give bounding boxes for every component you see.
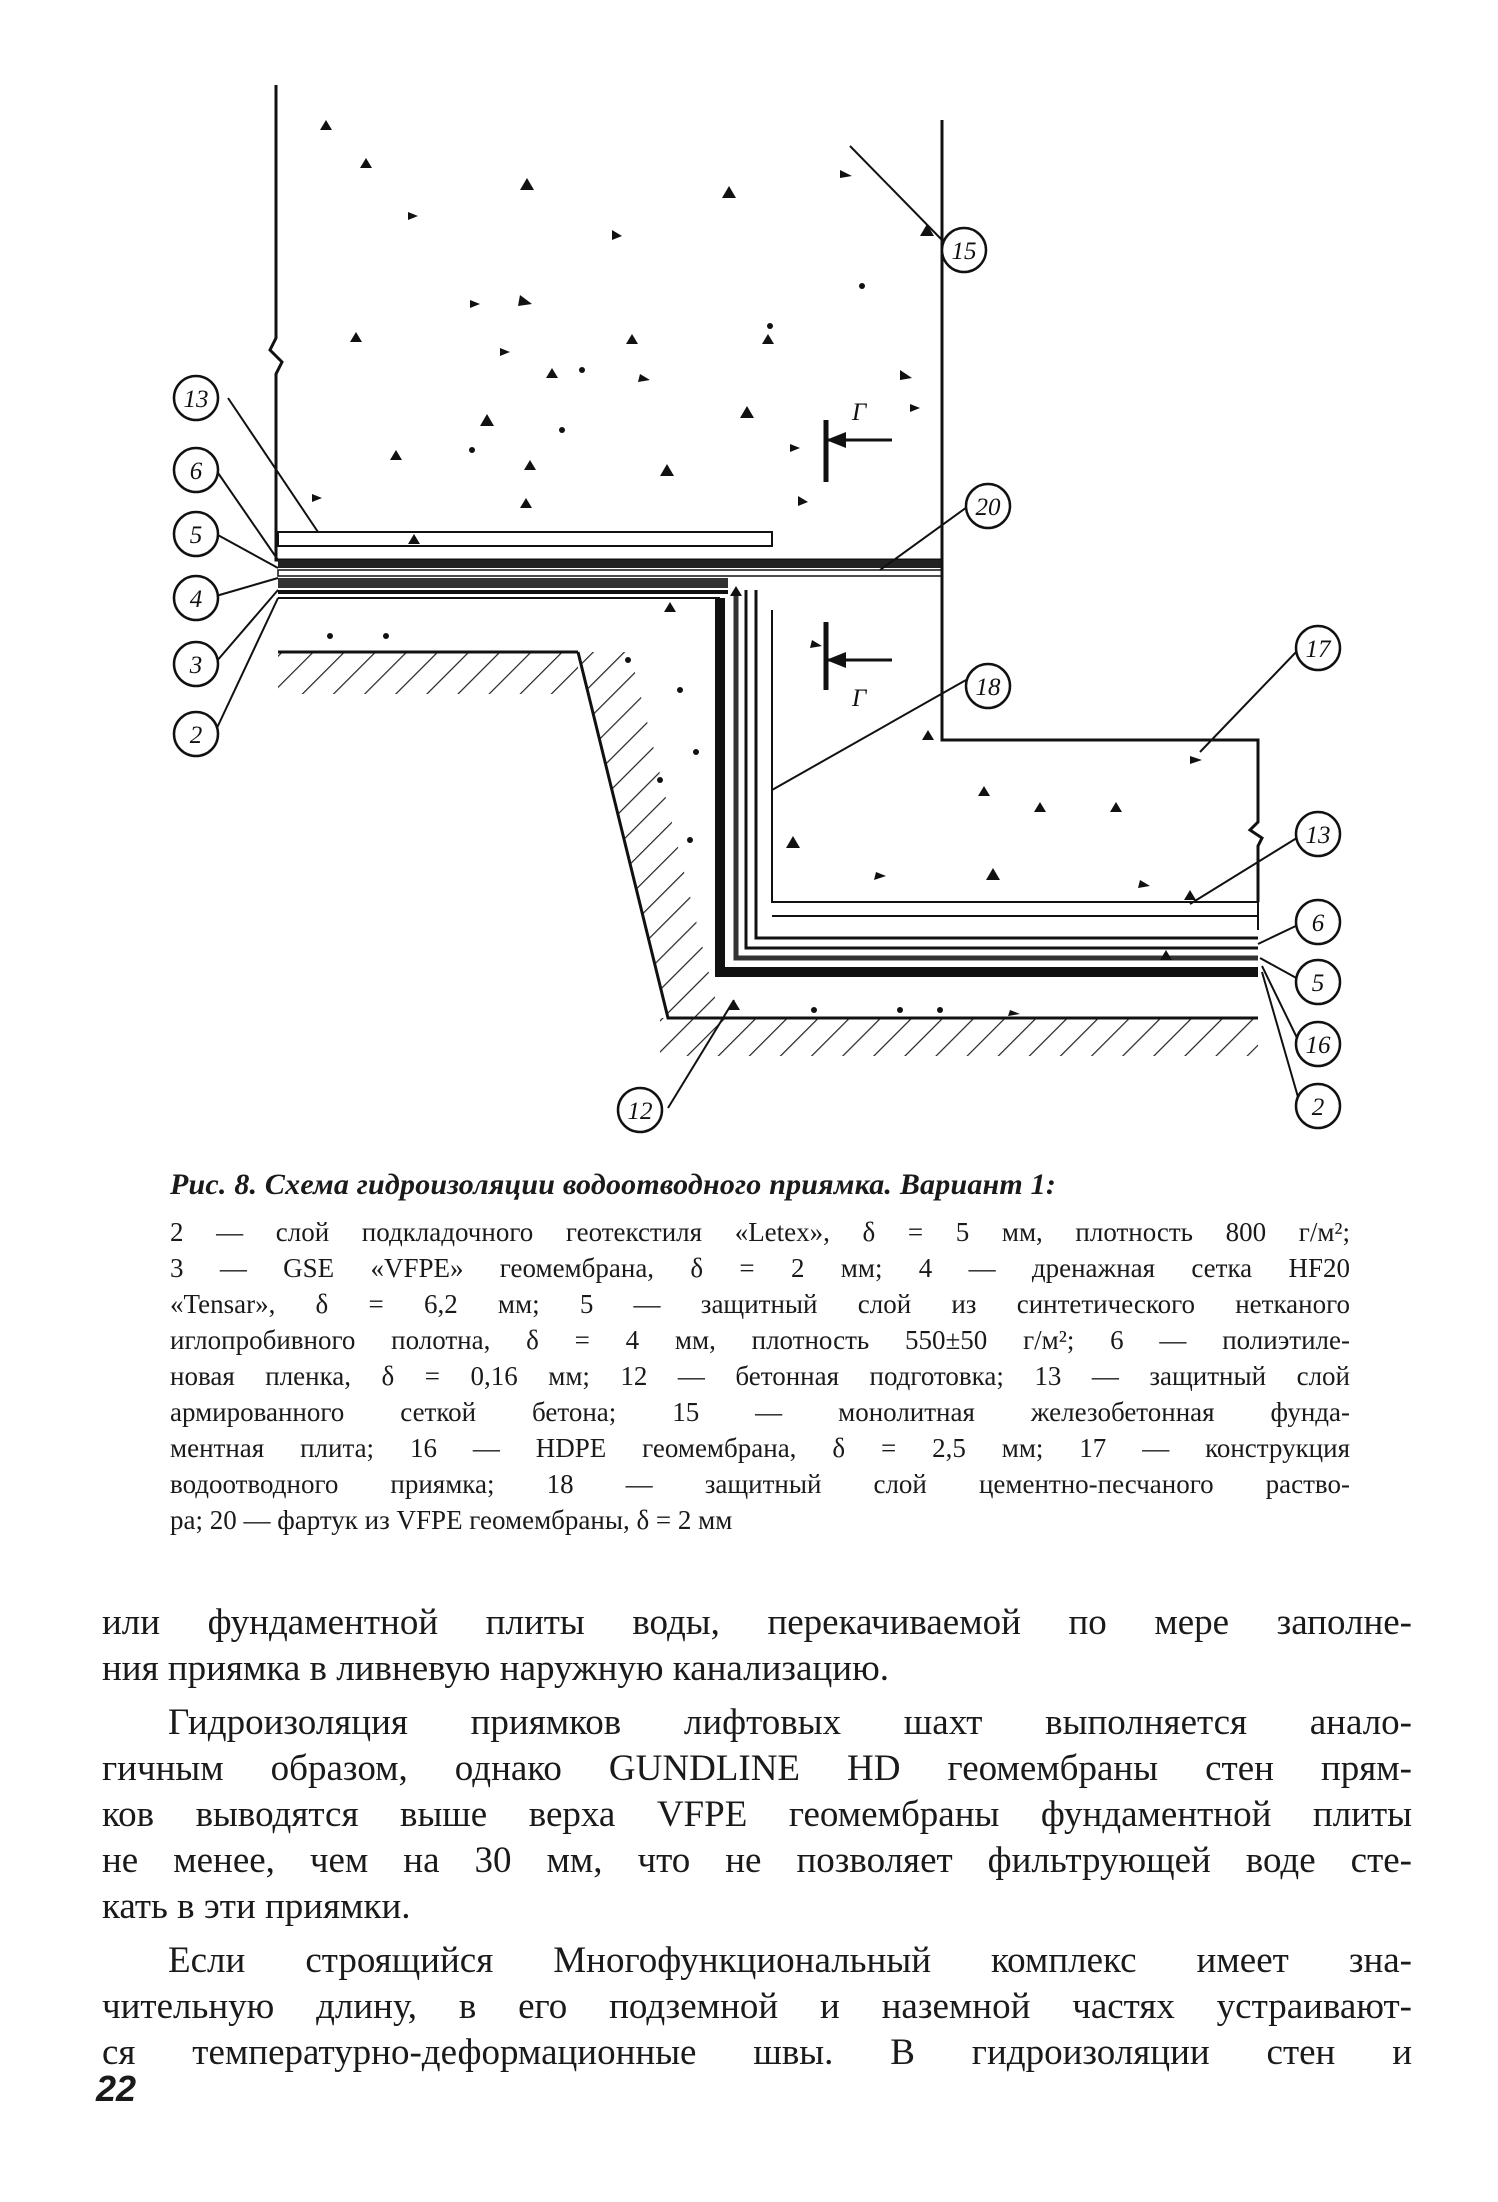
callout-label: 3 [189,652,203,679]
caption-line: водоотводного приямка; 18 — защитный слой цементно-песчаного раство- [170,1469,1350,1499]
caption-line: «Tensar», δ = 6,2 мм; 5 — защитный слой из синтетического нетканого [170,1289,1350,1319]
body-line: ков выводятся выше верха VFPE геомембраны фундаментной плиты [102,1794,1412,1835]
section-label-upper: Г [852,399,867,426]
foundation-slab [270,85,942,560]
callouts-left [174,376,218,756]
callout-label: 2 [1311,1094,1325,1121]
callout-5-right [1296,960,1340,1004]
section-mark-lower [826,622,892,712]
body-line: Если строящийся Многофункциональный комплекс имеет зна- [168,1940,1412,1981]
callout-18 [966,664,1010,708]
body-line: не менее, чем на 30 мм, что не позволяет фильтрующей воде сте- [102,1840,1412,1881]
leader-lines [216,146,1300,1108]
callout-2-right [1296,1084,1340,1128]
callout-6-left [174,448,218,492]
callout-2-left [174,712,218,756]
figure-caption-title: Рис. 8. Схема гидроизоляции водоотводного приямка. Вариант 1: [170,1168,1057,1201]
callout-17 [1296,626,1340,670]
caption-line: новая пленка, δ = 0,16 мм; 12 — бетонная подготовка; 13 — защитный слой [170,1361,1350,1391]
callout-16 [1296,1022,1340,1066]
callout-label: 12 [627,1098,653,1125]
callout-label: 4 [189,586,203,613]
callout-15 [942,228,986,272]
caption-line: 2 — слой подкладочного геотекстиля «Letex», δ = 5 мм, плотность 800 г/м²; [170,1217,1350,1247]
caption-line: армированного сеткой бетона; 15 — монолитная железобетонная фунда- [170,1397,1350,1427]
callout-6-right [1296,900,1340,944]
callout-label: 6 [1311,910,1325,937]
figure-caption-body [170,1214,1350,1538]
callout-label: 13 [1305,822,1331,849]
callout-label: 18 [975,674,1001,701]
body-line: Гидроизоляция приямков лифтовых шахт выполняется анало- [168,1702,1412,1743]
body-line: ния приямка в ливневую наружную канализацию. [102,1648,889,1689]
callout-5-left [174,512,218,556]
callouts-right [942,228,1340,1128]
callout-label: 13 [183,386,209,413]
callout-label: 5 [1311,970,1325,997]
body-line: чительную длину, в его подземной и наземной частях устраивают- [102,1986,1412,2027]
caption-line: иглопробивного полотна, δ = 4 мм, плотность 550±50 г/м²; 6 — полиэтиле- [170,1325,1350,1355]
callout-label: 6 [189,458,203,485]
callout-3-left [174,642,218,686]
callout-label: 20 [975,494,1001,521]
body-line: гичным образом, однако GUNDLINE HD геомембраны стен прям- [102,1748,1412,1789]
section-mark-upper [826,399,892,482]
callout-12 [618,1088,662,1132]
pit-structure [942,560,1262,902]
callout-13-right [1296,812,1340,856]
callout-label: 17 [1305,636,1331,663]
callout-label: 15 [951,238,977,265]
section-label-lower: Г [852,685,867,712]
body-line: кать в эти приямки. [102,1886,411,1927]
pit-layers [720,590,1258,972]
callout-label: 5 [189,522,203,549]
layers-left [278,532,942,598]
caption-line: ра; 20 — фартук из VFPE геомембраны, δ = 2 мм [170,1505,733,1535]
page-number: 22 [96,2068,137,2109]
caption-line: 3 — GSE «VFPE» геомембрана, δ = 2 мм; 4 — дренажная сетка HF20 [170,1253,1350,1283]
callout-label: 2 [189,722,203,749]
body-line: ся температурно-деформационные швы. В гидроизоляции стен и [102,2032,1412,2073]
soil-left [278,652,1258,1056]
caption-line: ментная плита; 16 — HDPE геомембрана, δ = 2,5 мм; 17 — конструкция [170,1433,1350,1463]
callout-20 [966,484,1010,528]
callout-13-left [174,376,218,420]
body-text [102,1600,1412,2076]
callout-4-left [174,576,218,620]
callout-label: 16 [1305,1032,1331,1059]
body-line: или фундаментной плиты воды, перекачиваемой по мере заполне- [102,1602,1412,1643]
